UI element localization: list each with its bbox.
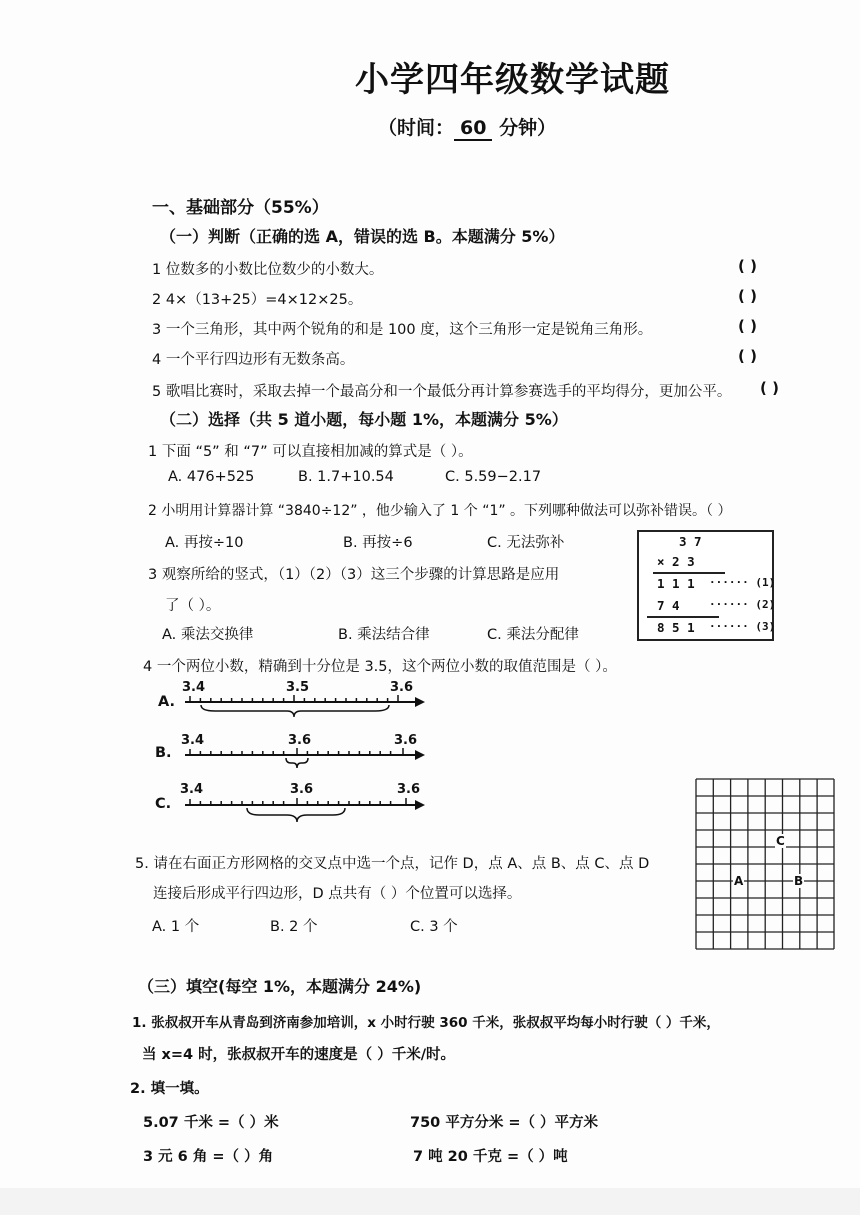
choice-q1-option-b: B. 1.7+10.54 (298, 469, 394, 485)
choice-q2: 2 小明用计算器计算 “3840÷12” ，他少输入了 1 个 “1” 。下列哪种做法可以弥补错误。（ ） (148, 503, 732, 519)
numberline-b-right-label: 3.6 (394, 733, 418, 748)
choice-q1-option-c: C. 5.59−2.17 (445, 469, 542, 485)
choice-q2-option-c: C. 无法弥补 (487, 535, 565, 551)
choice-heading: （二）选择（共 5 道小题，每小题 1%，本题满分 5%） (160, 410, 568, 429)
choice-q2-option-a: A. 再按÷10 (165, 535, 244, 551)
judge-item: 5 歌唱比赛时，采取去掉一个最高分和一个最低分再计算参赛选手的平均得分，更加公平。 (152, 384, 732, 400)
numberline-a (175, 693, 430, 723)
square-grid (695, 778, 835, 950)
judge-item: 2 4×（13+25）=4×12×25。 (152, 292, 363, 308)
numberline-c-label: C. (155, 796, 172, 812)
time-value: 60 (454, 117, 492, 141)
vmul-multiplicand: 3 7 (679, 534, 702, 549)
numberline-a-brace (201, 705, 389, 717)
judge-item: 1 位数多的小数比位数少的小数大。 (152, 262, 384, 278)
choice-q3-option-b: B. 乘法结合律 (338, 627, 430, 643)
vmul-step-1: 1 1 1 (657, 576, 695, 591)
numberline-b-brace (286, 758, 308, 768)
numberline-c-mid-label: 3.6 (290, 782, 314, 797)
fill-blank-item: 7 吨 20 千克 =（ ）吨 (413, 1149, 568, 1165)
numberline-c-brace (247, 808, 345, 822)
fill-q1-line2: 当 x=4 时，张叔叔开车的速度是（ ）千米/时。 (142, 1047, 456, 1063)
judge-answer-blank: ( ) (738, 287, 757, 305)
numberline-a-mid-label: 3.5 (286, 680, 310, 695)
judge-item: 4 一个平行四边形有无数条高。 (152, 352, 355, 368)
judge-answer-blank: ( ) (760, 379, 779, 397)
choice-q5: 5. 请在右面正方形网格的交叉点中选一个点，记作 D，点 A、点 B、点 C、点 D (135, 856, 650, 872)
choice-q1: 1 下面 “5” 和 “7” 可以直接相加减的算式是（ ）。 (148, 444, 473, 460)
choice-q1-option-a: A. 476+525 (168, 469, 255, 485)
numberline-b-ticks (190, 748, 403, 755)
section-basic-heading: 一、基础部分（55%） (152, 198, 329, 218)
time-suffix: 分钟） (499, 117, 557, 139)
grid-point-c-label: C (776, 834, 785, 848)
choice-q5-option-a: A. 1 个 (152, 919, 200, 935)
fill-q1-line1: 1. 张叔叔开车从青岛到济南参加培训，x 小时行驶 360 千米，张叔叔平均每小时行驶（ ）千米， (132, 1015, 720, 1031)
vmul-step-1-tag: ······ (1) (709, 576, 776, 589)
time-prefix: （时间： (378, 117, 455, 139)
vmul-line (647, 616, 719, 618)
judge-heading: （一）判断（正确的选 A，错误的选 B。本题满分 5%） (160, 227, 565, 246)
numberline-c-ticks (190, 798, 406, 805)
choice-q3-option-c: C. 乘法分配律 (487, 627, 579, 643)
page-title: 小学四年级数学试题 (355, 60, 670, 100)
choice-q3: 3 观察所给的竖式，（1）（2）（3）这三个步骤的计算思路是应用 (148, 567, 560, 583)
choice-q5-cont: 连接后形成平行四边形，D 点共有（ ）个位置可以选择。 (153, 886, 522, 902)
page-bottom-edge (0, 1188, 860, 1215)
choice-q2-option-b: B. 再按÷6 (343, 535, 413, 551)
choice-q5-option-c: C. 3 个 (410, 919, 458, 935)
numberline-a-right-label: 3.6 (390, 680, 414, 695)
vmul-step-2: 7 4 (657, 598, 680, 613)
choice-q5-option-b: B. 2 个 (270, 919, 318, 935)
numberline-a-label: A. (158, 694, 175, 710)
fill-q2: 2. 填一填。 (130, 1081, 209, 1097)
vmul-line (653, 572, 725, 574)
vertical-multiplication-box (637, 530, 774, 641)
numberline-b-label: B. (155, 745, 172, 761)
numberline-a-ticks (190, 695, 398, 702)
numberline-c-right-label: 3.6 (397, 782, 421, 797)
fill-blank-item: 750 平方分米 =（ ）平方米 (410, 1115, 599, 1131)
choice-q4: 4 一个两位小数，精确到十分位是 3.5，这个两位小数的取值范围是（ ）。 (143, 659, 617, 675)
choice-q3-option-a: A. 乘法交换律 (162, 627, 254, 643)
choice-q3-cont: 了（ ）。 (165, 598, 221, 614)
judge-item: 3 一个三角形，其中两个锐角的和是 100 度，这个三角形一定是锐角三角形。 (152, 322, 653, 338)
numberline-b (175, 746, 430, 776)
vmul-step-3-tag: ······ (3) (709, 620, 776, 633)
vmul-multiplier: × 2 3 (657, 554, 695, 569)
numberline-c-left-label: 3.4 (180, 782, 204, 797)
fill-blank-item: 5.07 千米 =（ ）米 (143, 1115, 279, 1131)
vmul-step-3: 8 5 1 (657, 620, 695, 635)
judge-answer-blank: ( ) (738, 317, 757, 335)
vmul-step-2-tag: ······ (2) (709, 598, 776, 611)
numberline-b-left-label: 3.4 (181, 733, 205, 748)
numberline-b-mid-label: 3.6 (288, 733, 312, 748)
fill-heading: （三）填空(每空 1%，本题满分 24%) (138, 977, 422, 996)
numberline-c (175, 796, 430, 826)
grid-point-b-label: B (794, 874, 804, 888)
fill-blank-item: 3 元 6 角 =（ ）角 (143, 1149, 274, 1165)
judge-answer-blank: ( ) (738, 257, 757, 275)
exam-time (378, 113, 556, 141)
judge-answer-blank: ( ) (738, 347, 757, 365)
grid-point-a-label: A (734, 874, 744, 888)
numberline-a-left-label: 3.4 (182, 680, 206, 695)
